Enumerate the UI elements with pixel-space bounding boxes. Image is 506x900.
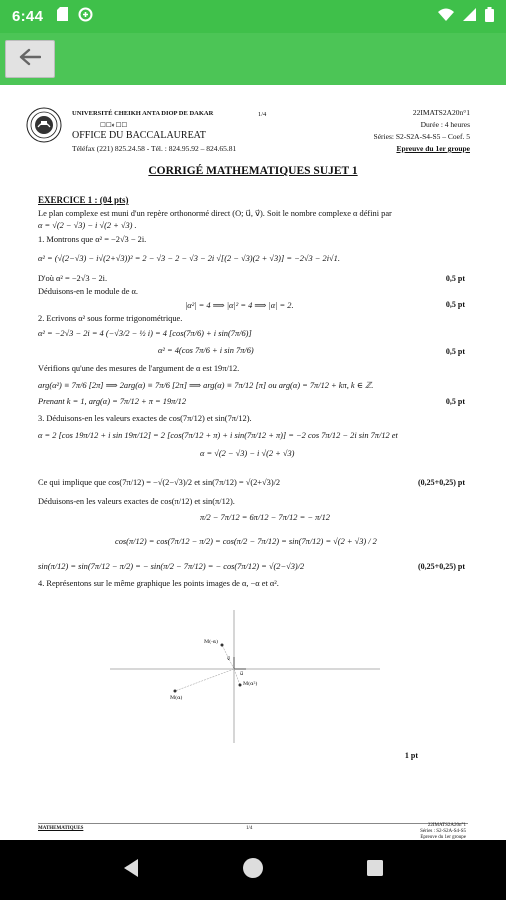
doc-line-19: π/2 − 7π/12 = 6π/12 − 7π/12 = − π/12: [200, 513, 330, 522]
doc-line-5: D'où α² = −2√3 − 2i.: [38, 274, 108, 283]
back-arrow-icon: [19, 48, 41, 71]
doc-line-3: 1. Montrons que α² = −2√3 − 2i.: [38, 235, 147, 244]
nav-home-icon: [242, 857, 264, 884]
office-contact: Téléfax (221) 825.24.58 - Tél. : 824.95.92 – 824.65.81: [72, 144, 237, 153]
nav-recents-button[interactable]: [355, 850, 395, 890]
points-5: (0,25+0,25) pt: [418, 478, 465, 487]
point-alpha: [174, 690, 177, 693]
doc-line-10: α² = 4(cos 7π/6 + i sin 7π/6): [158, 346, 254, 355]
footer-rule: [38, 823, 468, 824]
doc-line-18: Déduisons-en les valeurs exactes de cos(π/12) et sin(π/12).: [38, 497, 235, 506]
doc-line-15: α = 2 [cos 19π/12 + i sin 19π/12] = 2 [cos(7π/12 + π) + i sin(7π/12 + π)] = −2 cos 7π/12 − 2i sin 7π/12 et: [38, 431, 398, 440]
exam-code: 22IMATS2A20n°1: [412, 108, 470, 117]
status-icons-right: [438, 7, 494, 27]
document-title: CORRIGÉ MATHEMATIQUES SUJET 1: [148, 165, 358, 177]
complex-plane-graph: [100, 605, 390, 745]
doc-line-21: sin(π/12) = sin(7π/12 − π/2) = − sin(π/2 − 7π/12) = − cos(7π/12) = √(2−√3)/2: [38, 562, 305, 571]
exam-epreuve: Epreuve du 1er groupe: [396, 144, 470, 153]
wifi-icon: [438, 8, 454, 26]
back-button[interactable]: [5, 40, 55, 78]
points-2: 0,5 pt: [445, 300, 465, 309]
point-minus-alpha: [221, 644, 224, 647]
footer-right-1: 22IMATS2A20n°1: [427, 823, 466, 828]
header-page-mark: 1/4: [258, 111, 267, 118]
doc-line-22: 4. Représentons sur le même graphique les points images de α, −α et α².: [38, 579, 279, 588]
footer-center: 1/4: [246, 826, 253, 831]
points-1: 0,5 pt: [445, 274, 465, 283]
points-4: 0,5 pt: [445, 397, 465, 406]
label-u: u⃗: [240, 671, 244, 677]
exam-duration: Durée : 4 heures: [420, 120, 470, 129]
doc-line-11: Vérifions qu'une des mesures de l'argument de α est 19π/12.: [38, 364, 240, 373]
points-7: 1 pt: [404, 751, 418, 760]
nav-recents-icon: [366, 859, 384, 882]
points-6: (0,25+0,25) pt: [418, 562, 465, 571]
label-v: v⃗: [227, 656, 230, 662]
office-name: OFFICE DU BACCALAUREAT: [72, 130, 206, 141]
footer-left: MATHEMATIQUES: [38, 826, 84, 831]
doc-line-1: Le plan complexe est muni d'un repère orthonormé direct (O; u⃗, v⃗). Soit le nombre complexe α défini par: [38, 209, 392, 218]
doc-line-17: Ce qui implique que cos(7π/12) = −√(2−√3)/2 et sin(7π/12) = √(2+√3)/2: [38, 478, 281, 487]
navigation-bar: [0, 840, 506, 900]
sd-card-icon: [57, 7, 68, 26]
label-alpha: M(α): [170, 695, 183, 701]
toolbar: [0, 33, 506, 85]
doc-line-13: Prenant k = 1, arg(α) = 7π/12 + π = 19π/12: [38, 397, 187, 406]
document-page[interactable]: [0, 85, 506, 840]
university-name: UNIVERSITÉ CHEIKH ANTA DIOP DE DAKAR: [72, 110, 214, 117]
nav-back-icon: [122, 858, 140, 883]
point-alpha-squared: [239, 684, 242, 687]
status-time: 6:44: [12, 8, 44, 25]
doc-line-14: 3. Déduisons-en les valeurs exactes de cos(7π/12) et sin(7π/12).: [38, 414, 252, 423]
signal-icon: [463, 8, 476, 26]
doc-line-7: |α²| = 4 ⟹ |α|² = 4 ⟹ |α| = 2.: [185, 301, 294, 310]
status-icons-left: [57, 7, 93, 27]
data-saver-icon: [78, 7, 93, 27]
footer-right-3: Epreuve du 1er groupe: [420, 835, 466, 840]
nav-back-button[interactable]: [111, 850, 151, 890]
doc-line-8: 2. Ecrivons α² sous forme trigonométrique.: [38, 314, 183, 323]
label-alpha-squared: M(α²): [243, 681, 258, 687]
points-3: 0,5 pt: [445, 347, 465, 356]
line-alpha: [175, 669, 234, 691]
doc-line-12: arg(α²) ≡ 7π/6 [2π] ⟹ 2arg(α) ≡ 7π/6 [2π] ⟹ arg(α) ≡ 7π/12 [π] ou arg(α) = 7π/12 + kπ, k ∈ ℤ.: [38, 381, 374, 390]
label-minus-alpha: M(-α): [204, 639, 219, 645]
footer-right-2: Séries : S2-S2A-S4-S5: [420, 829, 466, 834]
doc-line-16: α = √(2 − √3) − i √(2 + √3): [200, 449, 295, 458]
exercise-title: EXERCICE 1 : (04 pts): [38, 195, 129, 205]
doc-line-2: α = √(2 − √3) − i √(2 + √3) .: [38, 221, 137, 230]
nav-home-button[interactable]: [233, 850, 273, 890]
status-bar: [0, 0, 506, 33]
header-marks: ☐☐◐☐☐: [100, 122, 128, 129]
exam-series: Séries: S2-S2A-S4-S5 – Coef. 5: [373, 132, 470, 141]
doc-line-4: α² = (√(2−√3) − i√(2+√3))² = 2 − √3 − 2 − √3 − 2i √[(2 − √3)(2 + √3)] = −2√3 − 2i√1.: [38, 254, 340, 263]
university-logo: [26, 107, 62, 148]
battery-icon: [485, 7, 494, 27]
doc-line-6: Déduisons-en le module de α.: [38, 287, 138, 296]
doc-line-20: cos(π/12) = cos(7π/12 − π/2) = cos(π/2 − 7π/12) = sin(7π/12) = √(2 + √3) / 2: [115, 537, 377, 546]
doc-line-9: α² = −2√3 − 2i = 4 (−√3/2 − ½ i) = 4 [cos(7π/6) + i sin(7π/6)]: [38, 329, 252, 338]
